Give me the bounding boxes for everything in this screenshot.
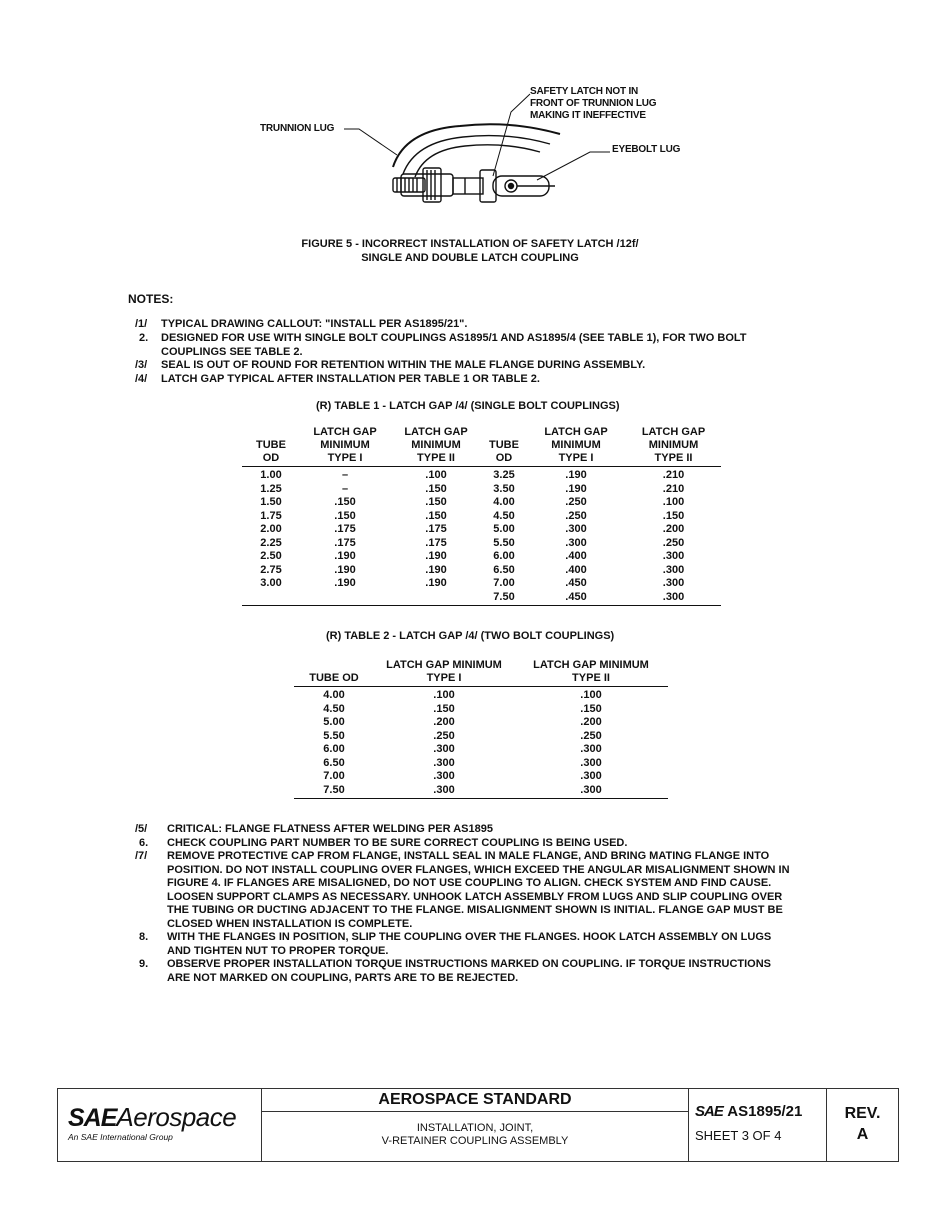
note-text: FIGURE 4. IF FLANGES ARE MISALIGNED, DO NOT USE COUPLING TO ALIGN. CHECK SYSTEM AND FIND CAUSE. <box>167 877 772 889</box>
table-cell: .300 <box>565 523 587 535</box>
table-cell: .175 <box>425 523 447 535</box>
figure-5 <box>255 82 695 222</box>
logo-cell <box>58 1089 262 1161</box>
header-cell: LATCH GAP MINIMUM <box>386 659 502 671</box>
figure-caption <box>200 237 740 265</box>
note-number: /5/ <box>135 823 148 835</box>
note-text: REMOVE PROTECTIVE CAP FROM FLANGE, INSTALL SEAL IN MALE FLANGE, AND BRING MATING FLANGE INTO <box>167 850 770 862</box>
table-cell: .200 <box>433 716 455 728</box>
sae-aerospace-logo <box>68 1102 236 1133</box>
table-cell: 3.00 <box>260 577 282 589</box>
table-cell: .450 <box>565 577 587 589</box>
table-row <box>242 496 721 510</box>
header-cell: TUBE <box>256 439 286 451</box>
note-text: CLOSED WHEN INSTALLATION IS COMPLETE. <box>167 917 413 930</box>
table-row <box>242 577 721 591</box>
table-cell: .300 <box>580 770 602 782</box>
table-cell <box>390 591 482 606</box>
title-line: INSTALLATION, JOINT, <box>416 1122 534 1134</box>
notes-heading: NOTES: <box>128 292 174 306</box>
table-row <box>294 757 668 771</box>
note-number: /4/ <box>135 373 148 385</box>
table-cell: 2.50 <box>260 550 282 562</box>
table-cell: .400 <box>565 550 587 562</box>
note-text: THE TUBING OR DUCTING ADJACENT TO THE FLANGE. MISALIGNMENT SHOWN IS INITIAL. FLANGE GAP MUST BE <box>167 904 783 916</box>
note-item <box>135 373 835 387</box>
table-cell: 3.25 <box>493 469 515 481</box>
table-cell: .150 <box>580 702 602 715</box>
table-cell: .190 <box>565 469 587 481</box>
table-cell: 1.50 <box>260 496 282 508</box>
table-row <box>294 784 668 799</box>
table-cell: .175 <box>334 523 356 535</box>
note-text: AND TIGHTEN NUT TO PROPER TORQUE. <box>167 944 389 957</box>
note-text: ARE NOT MARKED ON COUPLING, PARTS ARE TO BE REJECTED. <box>167 971 519 984</box>
caption-line: SINGLE AND DOUBLE LATCH COUPLING <box>361 252 579 264</box>
table1 <box>242 426 721 606</box>
table-row <box>242 591 721 606</box>
trunnion-lug-label: TRUNNION LUG <box>260 123 335 134</box>
note-text: CHECK COUPLING PART NUMBER TO BE SURE CORRECT COUPLING IS BEING USED. <box>167 837 628 849</box>
header-cell: LATCH GAP MINIMUM <box>533 659 649 671</box>
table-cell: 5.00 <box>493 523 515 535</box>
table-cell: .150 <box>425 496 447 508</box>
table-cell: .300 <box>565 536 587 549</box>
note-item <box>135 958 845 986</box>
table-cell: .300 <box>374 784 514 799</box>
table-row <box>242 483 721 497</box>
table-cell: .150 <box>433 702 455 715</box>
table-cell: .450 <box>526 591 626 606</box>
table-cell: .300 <box>433 756 455 769</box>
note-text: OBSERVE PROPER INSTALLATION TORQUE INSTRUCTIONS MARKED ON COUPLING. IF TORQUE INSTRUCTIONS <box>167 958 772 970</box>
table-cell: .400 <box>565 563 587 576</box>
table-cell: .150 <box>425 482 447 495</box>
table-cell: .300 <box>662 563 685 576</box>
table-cell: .250 <box>662 536 685 549</box>
caption-line: FIGURE 5 - INCORRECT INSTALLATION OF SAFETY LATCH /12f/ <box>301 238 639 250</box>
table-cell: 2.25 <box>260 536 282 549</box>
table-cell <box>242 591 300 606</box>
table-cell: 4.50 <box>323 702 345 715</box>
table-cell: .100 <box>433 689 455 701</box>
table-cell: .300 <box>626 591 721 606</box>
doc-sae-mark: SAE <box>695 1103 723 1120</box>
table-cell: 1.00 <box>260 469 282 481</box>
note-number: 2. <box>139 332 149 344</box>
header-cell: LATCH GAP <box>641 426 706 438</box>
table-cell: 5.50 <box>323 729 345 742</box>
table-cell: .300 <box>580 756 602 769</box>
table-row <box>294 730 668 744</box>
table-cell: .190 <box>334 563 356 576</box>
table-cell: .210 <box>662 482 685 495</box>
table-cell: .190 <box>425 563 447 576</box>
title-line: V-RETAINER COUPLING ASSEMBLY <box>381 1135 569 1147</box>
table-cell: 2.75 <box>260 563 282 576</box>
rev-label: REV. <box>844 1105 881 1122</box>
eyebolt-lug-label: EYEBOLT LUG <box>612 144 681 155</box>
table-cell: .190 <box>334 577 356 589</box>
table-cell: 7.00 <box>493 577 515 589</box>
header-cell: OD <box>482 452 526 467</box>
table-cell: 1.75 <box>260 509 282 522</box>
table-cell: .200 <box>662 523 685 535</box>
note-text: SEAL IS OUT OF ROUND FOR RETENTION WITHIN THE MALE FLANGE DURING ASSEMBLY. <box>161 359 646 371</box>
header-cell: TYPE I <box>300 452 390 467</box>
doc-number-text: AS1895/21 <box>727 1103 803 1120</box>
table-row <box>242 523 721 537</box>
doc-number-cell <box>689 1089 827 1161</box>
table-cell: 7.50 <box>482 591 526 606</box>
header-cell: TYPE II <box>626 452 721 467</box>
note-item <box>135 332 835 360</box>
table2-body <box>294 687 668 799</box>
table-row <box>242 550 721 564</box>
table-cell: .250 <box>565 509 587 522</box>
header-cell: MINIMUM <box>411 439 461 451</box>
table-cell: 3.50 <box>493 482 515 495</box>
table-row <box>294 770 668 784</box>
table-cell: 4.50 <box>493 509 515 522</box>
header-cell: TYPE I <box>374 672 514 687</box>
note-number: /1/ <box>135 318 148 330</box>
table2-header <box>294 659 668 687</box>
note-number: /7/ <box>135 850 148 862</box>
header-cell: TUBE <box>489 439 519 451</box>
table-cell: .300 <box>433 743 455 755</box>
table-cell: 5.00 <box>323 716 345 728</box>
table-cell: .200 <box>580 716 602 728</box>
header-cell: TYPE I <box>526 452 626 467</box>
table-cell: .190 <box>565 482 587 495</box>
note-text: WITH THE FLANGES IN POSITION, SLIP THE COUPLING OVER THE FLANGES. HOOK LATCH ASSEMBLY ON LUGS <box>167 931 772 943</box>
header-cell: TUBE OD <box>294 672 374 687</box>
table-cell: .210 <box>662 469 685 481</box>
table-cell: .150 <box>425 509 447 522</box>
header-cell <box>482 426 526 439</box>
table-cell: .250 <box>433 729 455 742</box>
note-text: DESIGNED FOR USE WITH SINGLE BOLT COUPLINGS AS1895/1 AND AS1895/4 (SEE TABLE 1), FOR TWO BOLT <box>161 332 747 344</box>
table-row <box>294 687 668 703</box>
header-cell <box>294 659 374 672</box>
table-row <box>294 743 668 757</box>
table-cell: 6.50 <box>493 563 515 576</box>
table-row <box>242 564 721 578</box>
table-cell: .100 <box>425 469 447 481</box>
safety-latch-line: FRONT OF TRUNNION LUG <box>530 98 657 109</box>
note-item <box>135 850 845 932</box>
note-number: /3/ <box>135 359 148 371</box>
standard-heading: AEROSPACE STANDARD <box>262 1089 688 1112</box>
logo-aerospace-text: Aerospace <box>116 1102 237 1132</box>
table-cell: – <box>341 482 349 495</box>
header-cell: TYPE II <box>390 452 482 467</box>
table-row <box>294 703 668 717</box>
table-cell: .100 <box>662 496 685 508</box>
table-cell: 7.50 <box>294 784 374 799</box>
note-text: POSITION. DO NOT INSTALL COUPLING OVER FLANGES, WHICH EXCEED THE ANGULAR MISALIGNMENT SHOWN IN <box>167 863 790 876</box>
safety-latch-line: SAFETY LATCH NOT IN <box>530 86 639 97</box>
table2 <box>294 659 668 799</box>
rev-value: A <box>856 1126 869 1143</box>
note-number: 9. <box>139 958 149 970</box>
table-cell: .175 <box>425 536 447 549</box>
table-cell: .300 <box>433 770 455 782</box>
table1-header <box>242 426 721 467</box>
note-text: LATCH GAP TYPICAL AFTER INSTALLATION PER TABLE 1 OR TABLE 2. <box>161 373 540 385</box>
header-cell: MINIMUM <box>648 439 699 451</box>
table-cell: 7.00 <box>323 770 345 782</box>
table-cell: – <box>341 469 349 481</box>
header-cell: LATCH GAP <box>313 426 377 438</box>
note-text: CRITICAL: FLANGE FLATNESS AFTER WELDING PER AS1895 <box>167 823 493 835</box>
table-row <box>294 716 668 730</box>
note-item <box>135 931 845 959</box>
table-cell: .250 <box>580 729 602 742</box>
note-text: COUPLINGS SEE TABLE 2. <box>161 346 303 358</box>
note-text: LOOSEN SUPPORT CLAMPS AS NECESSARY. UNHOOK LATCH ASSEMBLY FROM LUGS AND SLIP COUPLING OVER <box>167 890 783 903</box>
table-cell: .150 <box>334 496 356 508</box>
document-title <box>262 1122 688 1148</box>
table-cell: 4.00 <box>493 496 515 508</box>
header-cell: LATCH GAP <box>404 426 468 438</box>
table-cell: 5.50 <box>493 536 515 549</box>
title-block <box>57 1088 899 1162</box>
table-cell <box>300 591 390 606</box>
note-item <box>135 318 835 332</box>
header-cell: TYPE II <box>514 672 668 687</box>
note-item <box>135 837 845 851</box>
header-cell: LATCH GAP <box>544 426 608 438</box>
table-cell: .300 <box>580 743 602 755</box>
table1-title: (R) TABLE 1 - LATCH GAP /4/ (SINGLE BOLT COUPLINGS) <box>316 400 620 412</box>
table-cell: 1.25 <box>260 482 282 495</box>
table-cell: 2.00 <box>260 523 282 535</box>
note-item <box>135 823 845 837</box>
table-cell: 4.00 <box>323 689 345 701</box>
table-row <box>242 510 721 524</box>
table-row <box>242 537 721 551</box>
note-item <box>135 359 835 373</box>
table-cell: .300 <box>514 784 668 799</box>
table-cell: .300 <box>662 577 685 589</box>
safety-latch-label <box>530 86 656 122</box>
note-number: 6. <box>139 837 149 849</box>
table-cell: .100 <box>580 689 602 701</box>
table-cell: 6.00 <box>323 743 345 755</box>
title-cell <box>262 1089 689 1161</box>
safety-latch-line: MAKING IT INEFFECTIVE <box>530 110 646 121</box>
note-number: 8. <box>139 931 149 943</box>
table-cell: .190 <box>425 550 447 562</box>
table-cell: 6.00 <box>493 550 515 562</box>
revision-cell <box>827 1089 898 1161</box>
header-cell: MINIMUM <box>551 439 601 451</box>
table1-body <box>242 467 721 606</box>
header-cell <box>242 426 300 439</box>
table-row <box>242 467 721 483</box>
logo-subtitle: An SAE International Group <box>68 1132 173 1142</box>
table-cell: .190 <box>334 550 356 562</box>
table-cell: 6.50 <box>323 756 345 769</box>
table-cell: .300 <box>662 550 685 562</box>
note-text: TYPICAL DRAWING CALLOUT: "INSTALL PER AS1895/21". <box>161 318 468 330</box>
header-cell: MINIMUM <box>320 439 370 451</box>
table-cell: .190 <box>425 577 447 589</box>
logo-sae-text: SAE <box>68 1104 117 1132</box>
header-cell: OD <box>242 452 300 467</box>
doc-number <box>695 1103 802 1121</box>
table-cell: .150 <box>334 509 356 522</box>
table-cell: .175 <box>334 536 356 549</box>
table-cell: .150 <box>662 509 685 522</box>
table2-title: (R) TABLE 2 - LATCH GAP /4/ (TWO BOLT COUPLINGS) <box>326 630 615 642</box>
table-cell: .250 <box>565 496 587 508</box>
sheet-number: SHEET 3 OF 4 <box>695 1128 782 1143</box>
